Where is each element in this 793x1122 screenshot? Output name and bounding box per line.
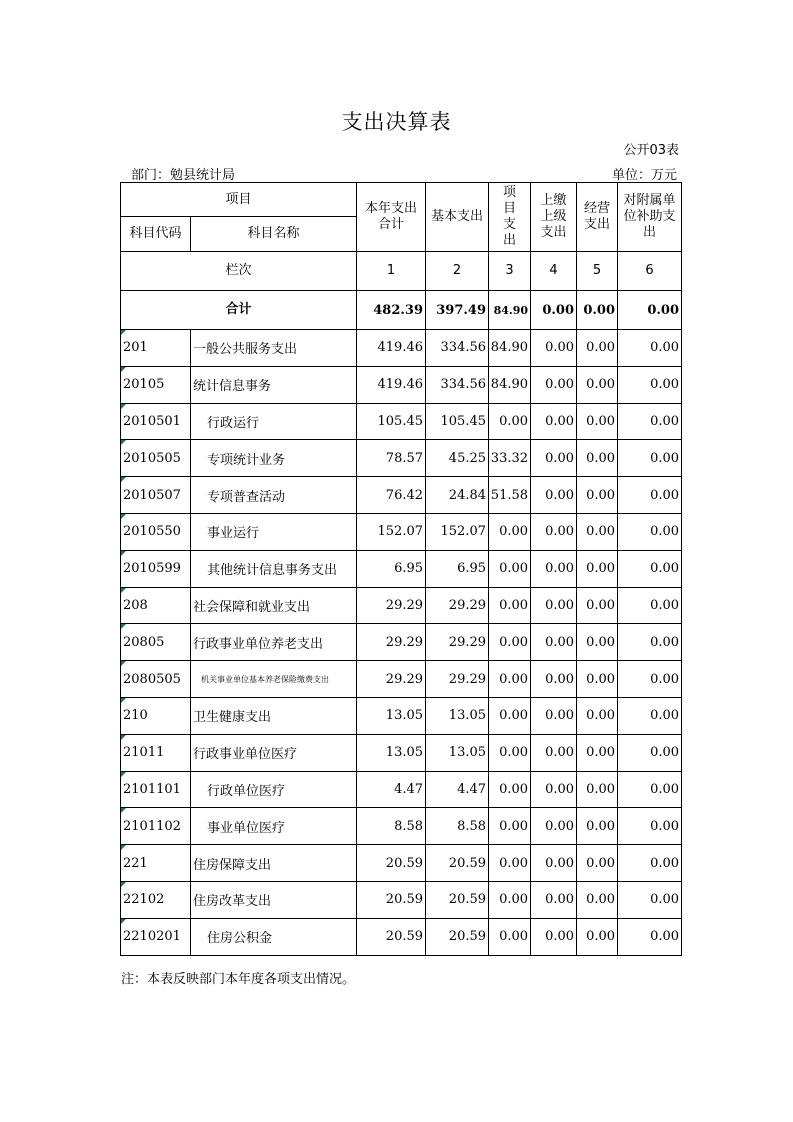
amount-cell: 0.00 xyxy=(577,661,618,698)
amount-cell: 0.00 xyxy=(618,697,682,734)
amount-cell: 0.00 xyxy=(618,403,682,440)
total-value: 397.49 xyxy=(426,291,489,330)
amount-cell: 0.00 xyxy=(618,734,682,771)
amount-cell: 29.29 xyxy=(357,661,426,698)
amount-cell: 0.00 xyxy=(531,587,577,624)
amount-cell: 0.00 xyxy=(531,440,577,477)
amount-cell: 0.00 xyxy=(618,477,682,514)
column-index-5: 5 xyxy=(577,252,618,291)
amount-cell: 45.25 xyxy=(426,440,489,477)
header-total: 本年支出合计 xyxy=(357,183,426,252)
table-row xyxy=(121,808,682,845)
column-index-4: 4 xyxy=(531,252,577,291)
amount-cell: 13.05 xyxy=(357,697,426,734)
amount-cell: 0.00 xyxy=(531,366,577,403)
amount-cell: 20.59 xyxy=(357,845,426,882)
amount-cell: 29.29 xyxy=(426,624,489,661)
amount-cell: 0.00 xyxy=(489,845,531,882)
amount-cell: 76.42 xyxy=(357,477,426,514)
subject-name: 行政单位医疗 xyxy=(191,771,357,808)
amount-cell: 0.00 xyxy=(489,624,531,661)
table-row xyxy=(121,881,682,918)
amount-cell: 0.00 xyxy=(489,661,531,698)
amount-cell: 6.95 xyxy=(357,550,426,587)
amount-cell: 0.00 xyxy=(618,330,682,367)
amount-cell: 334.56 xyxy=(426,366,489,403)
amount-cell: 84.90 xyxy=(489,366,531,403)
amount-cell: 6.95 xyxy=(426,550,489,587)
subject-name: 其他统计信息事务支出 xyxy=(191,550,357,587)
amount-cell: 0.00 xyxy=(531,330,577,367)
amount-cell: 152.07 xyxy=(426,513,489,550)
subject-code: 22102 xyxy=(121,881,191,918)
amount-cell: 0.00 xyxy=(618,366,682,403)
page-title: 支出决算表 xyxy=(341,110,452,134)
amount-cell: 8.58 xyxy=(426,808,489,845)
amount-cell: 0.00 xyxy=(577,881,618,918)
column-index-label: 栏次 xyxy=(121,252,357,291)
amount-cell: 0.00 xyxy=(577,771,618,808)
amount-cell: 0.00 xyxy=(531,403,577,440)
amount-cell: 0.00 xyxy=(577,330,618,367)
amount-cell: 20.59 xyxy=(426,845,489,882)
amount-cell: 105.45 xyxy=(426,403,489,440)
amount-cell: 0.00 xyxy=(531,661,577,698)
subject-code: 210 xyxy=(121,697,191,734)
subject-code: 208 xyxy=(121,587,191,624)
subject-code: 2010599 xyxy=(121,550,191,587)
amount-cell: 0.00 xyxy=(531,624,577,661)
amount-cell: 334.56 xyxy=(426,330,489,367)
header-basic: 基本支出 xyxy=(426,183,489,252)
header-project-expense: 项目支出 xyxy=(489,183,531,252)
amount-cell: 0.00 xyxy=(489,918,531,955)
table-row xyxy=(121,734,682,771)
amount-cell: 419.46 xyxy=(357,366,426,403)
table-row xyxy=(121,403,682,440)
subject-code: 2101101 xyxy=(121,771,191,808)
subject-name: 事业运行 xyxy=(191,513,357,550)
header-code: 科目代码 xyxy=(121,217,191,252)
table-row xyxy=(121,771,682,808)
subject-name: 住房公积金 xyxy=(191,918,357,955)
amount-cell: 0.00 xyxy=(618,550,682,587)
amount-cell: 105.45 xyxy=(357,403,426,440)
amount-cell: 13.05 xyxy=(357,734,426,771)
subject-name: 事业单位医疗 xyxy=(191,808,357,845)
amount-cell: 0.00 xyxy=(577,440,618,477)
amount-cell: 0.00 xyxy=(618,918,682,955)
table-row xyxy=(121,477,682,514)
amount-cell: 0.00 xyxy=(577,918,618,955)
amount-cell: 0.00 xyxy=(531,477,577,514)
amount-cell: 20.59 xyxy=(426,881,489,918)
subject-name: 行政事业单位养老支出 xyxy=(191,624,357,661)
amount-cell: 0.00 xyxy=(618,771,682,808)
amount-cell: 51.58 xyxy=(489,477,531,514)
column-index-row xyxy=(121,252,682,291)
subject-name: 一般公共服务支出 xyxy=(191,330,357,367)
amount-cell: 0.00 xyxy=(489,403,531,440)
subject-name: 行政运行 xyxy=(191,403,357,440)
column-index-2: 2 xyxy=(426,252,489,291)
subject-name: 住房保障支出 xyxy=(191,845,357,882)
amount-cell: 0.00 xyxy=(489,734,531,771)
amount-cell: 0.00 xyxy=(489,587,531,624)
amount-cell: 0.00 xyxy=(577,734,618,771)
amount-cell: 20.59 xyxy=(426,918,489,955)
amount-cell: 4.47 xyxy=(357,771,426,808)
amount-cell: 0.00 xyxy=(618,845,682,882)
subject-code: 20805 xyxy=(121,624,191,661)
amount-cell: 0.00 xyxy=(531,513,577,550)
subject-name: 统计信息事务 xyxy=(191,366,357,403)
header-name: 科目名称 xyxy=(191,217,357,252)
expenditure-table xyxy=(120,182,682,956)
amount-cell: 0.00 xyxy=(531,771,577,808)
subject-name: 行政事业单位医疗 xyxy=(191,734,357,771)
subject-code: 21011 xyxy=(121,734,191,771)
total-value: 0.00 xyxy=(531,291,577,330)
amount-cell: 24.84 xyxy=(426,477,489,514)
header-upper: 上缴上级支出 xyxy=(531,183,577,252)
amount-cell: 0.00 xyxy=(531,697,577,734)
table-row xyxy=(121,550,682,587)
subject-code: 2010550 xyxy=(121,513,191,550)
column-index-1: 1 xyxy=(357,252,426,291)
table-row xyxy=(121,661,682,698)
amount-cell: 0.00 xyxy=(618,808,682,845)
amount-cell: 0.00 xyxy=(577,513,618,550)
total-row xyxy=(121,291,682,330)
amount-cell: 29.29 xyxy=(357,624,426,661)
table-row xyxy=(121,587,682,624)
total-label: 合计 xyxy=(121,291,357,330)
table-row xyxy=(121,440,682,477)
amount-cell: 0.00 xyxy=(618,881,682,918)
amount-cell: 0.00 xyxy=(577,403,618,440)
unit-label: 单位：万元 xyxy=(611,168,677,183)
amount-cell: 0.00 xyxy=(531,550,577,587)
table-row xyxy=(121,513,682,550)
table-row xyxy=(121,918,682,955)
amount-cell: 0.00 xyxy=(618,661,682,698)
column-index-6: 6 xyxy=(618,252,682,291)
footnote: 注：本表反映部门本年度各项支出情况。 xyxy=(121,972,356,987)
column-index-3: 3 xyxy=(489,252,531,291)
amount-cell: 29.29 xyxy=(357,587,426,624)
amount-cell: 20.59 xyxy=(357,918,426,955)
amount-cell: 78.57 xyxy=(357,440,426,477)
amount-cell: 20.59 xyxy=(357,881,426,918)
amount-cell: 0.00 xyxy=(618,513,682,550)
amount-cell: 0.00 xyxy=(531,881,577,918)
amount-cell: 0.00 xyxy=(489,697,531,734)
total-value: 84.90 xyxy=(489,291,531,330)
amount-cell: 0.00 xyxy=(489,771,531,808)
amount-cell: 29.29 xyxy=(426,587,489,624)
table-row xyxy=(121,845,682,882)
subject-name: 机关事业单位基本养老保险缴费支出 xyxy=(191,661,357,698)
amount-cell: 13.05 xyxy=(426,734,489,771)
total-value: 0.00 xyxy=(577,291,618,330)
header-project: 项目 xyxy=(121,183,357,217)
amount-cell: 0.00 xyxy=(618,440,682,477)
amount-cell: 0.00 xyxy=(489,881,531,918)
subject-code: 2010501 xyxy=(121,403,191,440)
table-row xyxy=(121,330,682,367)
subject-name: 专项普查活动 xyxy=(191,477,357,514)
header-subsidy: 对附属单位补助支出 xyxy=(618,183,682,252)
header-business: 经营支出 xyxy=(577,183,618,252)
amount-cell: 0.00 xyxy=(531,845,577,882)
amount-cell: 0.00 xyxy=(577,587,618,624)
amount-cell: 0.00 xyxy=(489,808,531,845)
amount-cell: 0.00 xyxy=(577,477,618,514)
amount-cell: 84.90 xyxy=(489,330,531,367)
subject-code: 2010505 xyxy=(121,440,191,477)
form-number: 公开03表 xyxy=(623,143,679,158)
subject-code: 20105 xyxy=(121,366,191,403)
amount-cell: 152.07 xyxy=(357,513,426,550)
subject-name: 专项统计业务 xyxy=(191,440,357,477)
table-row xyxy=(121,697,682,734)
subject-code: 2101102 xyxy=(121,808,191,845)
total-value: 482.39 xyxy=(357,291,426,330)
subject-code: 2210201 xyxy=(121,918,191,955)
amount-cell: 0.00 xyxy=(531,808,577,845)
amount-cell: 0.00 xyxy=(489,550,531,587)
amount-cell: 8.58 xyxy=(357,808,426,845)
subject-name: 社会保障和就业支出 xyxy=(191,587,357,624)
subject-name: 卫生健康支出 xyxy=(191,697,357,734)
amount-cell: 0.00 xyxy=(577,366,618,403)
department-label: 部门：勉县统计局 xyxy=(131,168,236,183)
amount-cell: 0.00 xyxy=(531,734,577,771)
amount-cell: 0.00 xyxy=(577,697,618,734)
amount-cell: 0.00 xyxy=(577,624,618,661)
subject-code: 2010507 xyxy=(121,477,191,514)
amount-cell: 13.05 xyxy=(426,697,489,734)
amount-cell: 0.00 xyxy=(531,918,577,955)
amount-cell: 0.00 xyxy=(618,587,682,624)
amount-cell: 0.00 xyxy=(577,808,618,845)
subject-code: 201 xyxy=(121,330,191,367)
table-row xyxy=(121,624,682,661)
amount-cell: 29.29 xyxy=(426,661,489,698)
amount-cell: 0.00 xyxy=(577,550,618,587)
total-value: 0.00 xyxy=(618,291,682,330)
amount-cell: 0.00 xyxy=(489,513,531,550)
subject-code: 2080505 xyxy=(121,661,191,698)
subject-name: 住房改革支出 xyxy=(191,881,357,918)
amount-cell: 4.47 xyxy=(426,771,489,808)
amount-cell: 0.00 xyxy=(577,845,618,882)
amount-cell: 33.32 xyxy=(489,440,531,477)
subject-code: 221 xyxy=(121,845,191,882)
amount-cell: 419.46 xyxy=(357,330,426,367)
table-row xyxy=(121,366,682,403)
amount-cell: 0.00 xyxy=(618,624,682,661)
